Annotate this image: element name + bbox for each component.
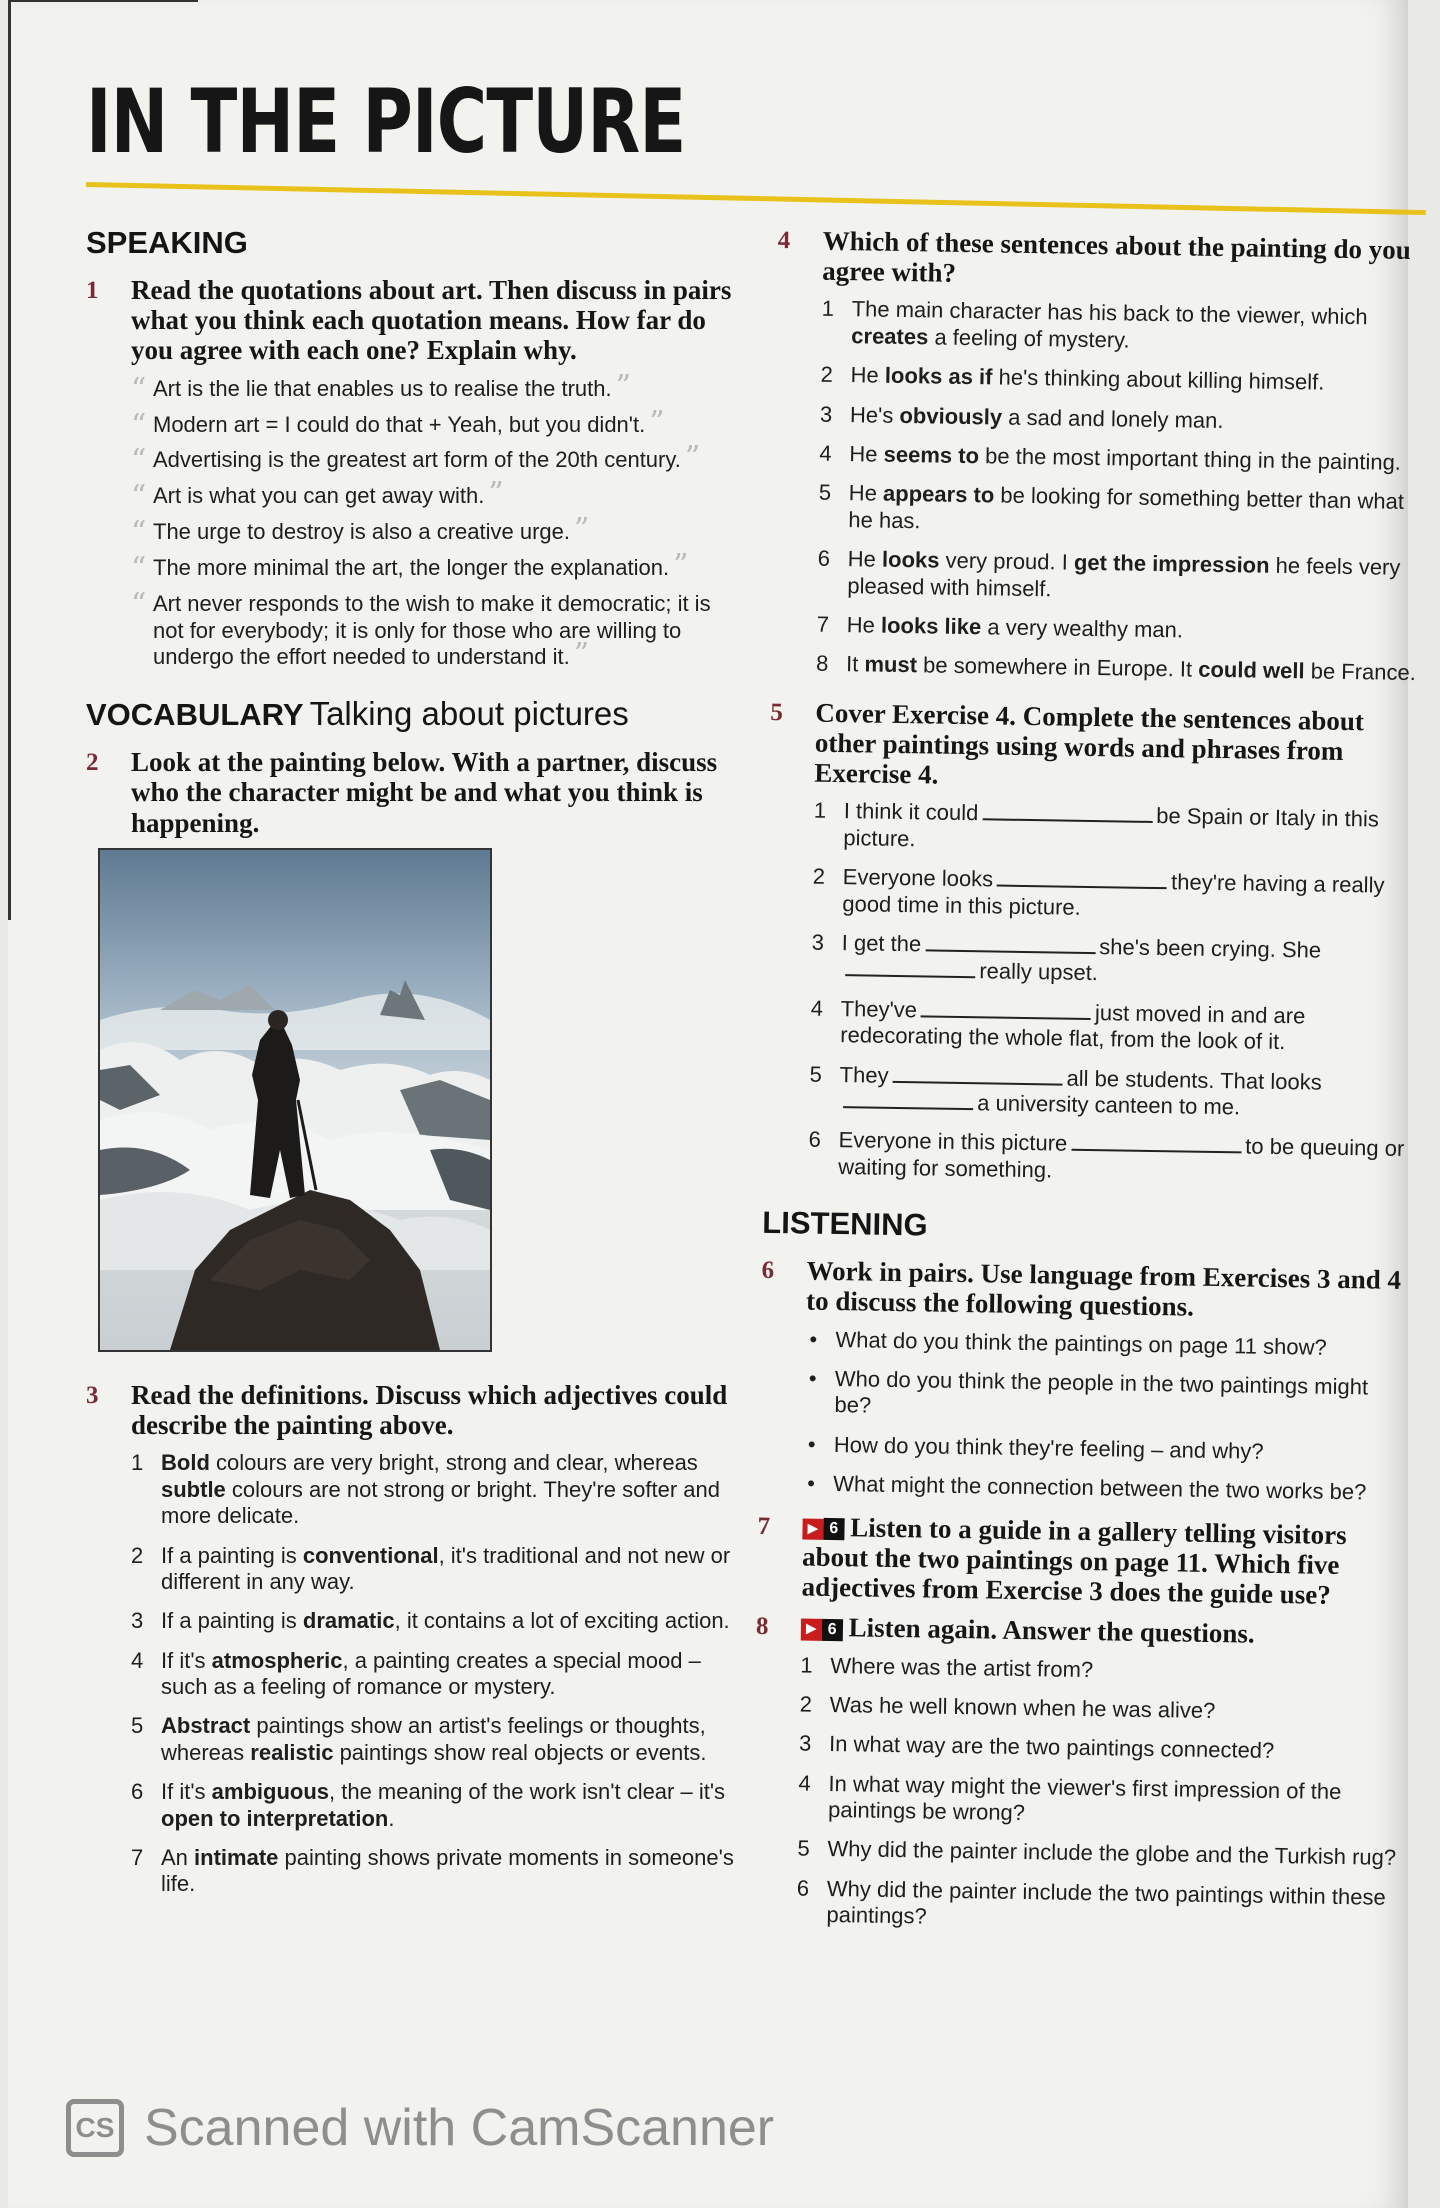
- item-text: I think it could: [843, 798, 979, 826]
- item-number: 2: [820, 361, 834, 388]
- item-number: 5: [797, 1835, 810, 1862]
- track-number: 6: [822, 1619, 843, 1641]
- question-bullet-list: [803, 1326, 1411, 1506]
- item-number: 1: [800, 1652, 813, 1678]
- gap-fill-item: [809, 1061, 1415, 1123]
- item-number: 7: [816, 611, 830, 637]
- list-item: [817, 612, 1422, 648]
- quotation-text: Art is the lie that enables us to realise the truth.: [153, 375, 612, 401]
- item-text: In what way are the two paintings connected?: [828, 1731, 1275, 1764]
- exercise-3: [86, 1380, 746, 1898]
- key-phrase: looks as if: [884, 362, 993, 390]
- item-text: Where was the artist from?: [830, 1652, 1094, 1682]
- answer-blank[interactable]: [1071, 1131, 1241, 1154]
- item-text: Was he well known when he was alive?: [829, 1691, 1216, 1723]
- exercise-8: [751, 1611, 1406, 1938]
- open-quote-mark: “: [131, 515, 147, 551]
- item-text: painting shows private moments in someone's life.: [161, 1845, 734, 1897]
- open-quote-mark: “: [131, 550, 147, 586]
- quotation-text: Art is what you can get away with.: [153, 483, 485, 509]
- gap-fill-item: [811, 930, 1417, 992]
- exercise-text: Listen again. Answer the questions.: [848, 1612, 1255, 1649]
- item-text: very proud. I: [939, 547, 1075, 575]
- bullet-icon: •: [807, 1470, 816, 1496]
- exercise-instruction: Cover Exercise 4. Complete the sentences about other paintings using words and phrases from Exercise 4.: [814, 697, 1365, 790]
- key-phrase: intimate: [194, 1845, 279, 1871]
- list-item: [131, 1779, 746, 1832]
- open-quote-mark: “: [131, 443, 147, 479]
- item-text: He: [850, 362, 886, 388]
- key-phrase: dramatic: [302, 1608, 395, 1634]
- bullet-text: Who do you think the people in the two paintings might be?: [834, 1366, 1369, 1419]
- exercise-number: 8: [755, 1613, 769, 1641]
- camscanner-logo-icon: CS: [66, 2099, 124, 2157]
- key-phrase: conventional: [302, 1542, 439, 1568]
- close-quote-mark: ”: [649, 404, 665, 440]
- question-item: [800, 1691, 1405, 1727]
- key-phrase: open to interpretation: [161, 1805, 389, 1831]
- question-item: [797, 1836, 1402, 1872]
- gap-fill-item: [812, 864, 1418, 926]
- open-quote-mark: “: [131, 371, 147, 407]
- exercise-1: [86, 275, 746, 671]
- item-number: 5: [818, 480, 832, 506]
- list-item: [817, 546, 1423, 608]
- exercise-6: [758, 1255, 1412, 1507]
- item-text: If a painting is: [161, 1608, 303, 1634]
- item-number: 2: [812, 863, 826, 890]
- list-item: [131, 1648, 746, 1701]
- answer-blank[interactable]: [925, 931, 1095, 954]
- exercise-instruction: Which of these sentences about the painting do you agree with?: [822, 225, 1411, 289]
- answer-blank[interactable]: [892, 1063, 1062, 1086]
- item-text: be looking for something better than what he has.: [848, 482, 1405, 534]
- item-text: Why did the painter include the globe and the Turkish rug?: [827, 1836, 1397, 1871]
- quotation: [131, 547, 746, 586]
- key-phrase: Abstract: [161, 1713, 251, 1739]
- item-number: 7: [131, 1845, 144, 1871]
- exercise-2: [86, 747, 746, 838]
- quotation: [131, 440, 746, 479]
- gap-fill-item: [810, 995, 1416, 1057]
- section-heading-listening: LISTENING: [762, 1205, 928, 1243]
- item-number: 6: [131, 1779, 144, 1805]
- key-phrase: must: [864, 651, 918, 678]
- page-edge: [8, 0, 11, 920]
- item-text: He: [849, 441, 884, 467]
- quotation: [131, 476, 746, 515]
- item-text: be the most important thing in the painting.: [978, 443, 1402, 475]
- item-number: 2: [799, 1691, 813, 1717]
- list-item: [818, 480, 1424, 542]
- bullet-text: What do you think the paintings on page 11 show?: [835, 1326, 1327, 1360]
- item-text: , it's traditional and not new or different in any way.: [161, 1542, 731, 1594]
- item-text: He: [847, 546, 883, 572]
- exercise-text: Listen to a guide in a gallery telling visitors about the two paintings on page 11. Which five adjectives from Exercise 3 does the guide use?: [801, 1511, 1347, 1610]
- key-phrase: ambiguous: [211, 1779, 329, 1805]
- quotation: [131, 368, 746, 407]
- list-item: [820, 401, 1425, 437]
- key-phrase: obviously: [899, 402, 1003, 430]
- item-text: a university canteen to me.: [977, 1090, 1241, 1120]
- open-quote-mark: “: [131, 586, 147, 622]
- quotation-text: Modern art = I could do that + Yeah, but you didn't.: [153, 411, 646, 437]
- item-text: to be queuing or waiting for something.: [838, 1133, 1405, 1183]
- definitions-list: [131, 1450, 746, 1897]
- item-number: 6: [808, 1126, 822, 1153]
- exercise-number: 6: [761, 1257, 775, 1285]
- item-text: colours are very bright, strong and clear, whereas: [209, 1450, 698, 1476]
- exercise-instruction: Work in pairs. Use language from Exercises 3 and 4 to discuss the following questions.: [805, 1255, 1402, 1323]
- item-text: a feeling of mystery.: [928, 324, 1130, 353]
- left-column: [86, 225, 746, 1911]
- question-list: [796, 1652, 1405, 1938]
- bullet-text: How do you think they're feeling – and why?: [833, 1431, 1264, 1464]
- item-number: 3: [819, 401, 833, 427]
- item-text: In what way might the viewer's first impression of the paintings be wrong?: [827, 1770, 1342, 1826]
- close-quote-mark: ”: [615, 368, 631, 404]
- item-text: be somewhere in Europe. It: [916, 652, 1199, 683]
- bullet-text: What might the connection between the two works be?: [833, 1471, 1367, 1505]
- item-text: , the meaning of the work isn't clear – it's: [329, 1779, 726, 1805]
- painting-wanderer-above-sea-of-fog: [98, 848, 492, 1352]
- list-item: [816, 651, 1421, 687]
- answer-blank[interactable]: [843, 1088, 973, 1110]
- open-quote-mark: “: [131, 479, 147, 515]
- item-text: Everyone in this picture: [838, 1127, 1068, 1157]
- vocabulary-heading: VOCABULARY: [86, 697, 304, 733]
- item-number: 6: [796, 1875, 810, 1901]
- list-item: [819, 441, 1424, 477]
- close-quote-mark: ”: [673, 547, 689, 583]
- item-text: , a painting creates a special mood – such as a feeling of romance or mystery.: [161, 1647, 701, 1700]
- item-text: It: [845, 651, 865, 677]
- exercise-number: 7: [757, 1512, 771, 1540]
- list-item: [821, 296, 1427, 358]
- bullet-icon: •: [807, 1431, 816, 1457]
- bullet-icon: •: [808, 1365, 817, 1391]
- item-text: An: [161, 1845, 195, 1871]
- page-title: IN THE PICTURE: [86, 70, 686, 173]
- key-phrase: get the impression: [1073, 549, 1270, 578]
- item-text: a sad and lonely man.: [1001, 404, 1224, 433]
- answer-blank[interactable]: [982, 801, 1152, 824]
- gap-fill-item: [808, 1127, 1414, 1189]
- title-underline: [86, 182, 1426, 215]
- list-item: [820, 362, 1425, 398]
- bullet-item: [803, 1471, 1408, 1507]
- exercise-number: 5: [770, 698, 784, 726]
- key-phrase: looks: [881, 546, 940, 573]
- item-text: be Spain or Italy in this picture.: [843, 803, 1380, 852]
- item-number: 3: [131, 1608, 144, 1634]
- item-number: 4: [819, 440, 832, 466]
- watermark-text: Scanned with CamScanner: [144, 2099, 775, 2157]
- quotation-text: Art never responds to the wish to make it democratic; it is not for everybody; it is only for those who are willing to undergo the effort needed to understand it.: [153, 590, 711, 670]
- track-number: 6: [823, 1518, 844, 1540]
- exercise-number: 3: [86, 1381, 99, 1409]
- exercise-instruction: Read the quotations about art. Then discuss in pairs what you think each quotation means. How far do you agree with each one? Explain why.: [131, 275, 732, 366]
- item-text: He: [846, 612, 882, 638]
- item-text: Everyone looks: [842, 864, 994, 892]
- list-item: [131, 1845, 746, 1898]
- item-text: all be students. That looks: [1066, 1065, 1322, 1095]
- item-text: They've: [840, 995, 918, 1023]
- sentence-list: [816, 296, 1427, 687]
- exercise-7: [756, 1510, 1407, 1611]
- page: [8, 0, 1417, 2208]
- item-number: 8: [815, 651, 829, 677]
- key-phrase: looks like: [880, 612, 982, 640]
- quotation: [131, 586, 746, 673]
- answer-blank[interactable]: [997, 867, 1167, 890]
- answer-blank[interactable]: [845, 957, 975, 979]
- bullet-item: [804, 1431, 1409, 1467]
- key-phrase: appears to: [882, 481, 995, 508]
- question-item: [800, 1652, 1405, 1688]
- item-text: They: [839, 1061, 889, 1088]
- gap-fill-item: [813, 798, 1419, 860]
- item-number: 1: [821, 296, 835, 322]
- play-icon: ▶: [802, 1518, 823, 1540]
- section-heading-vocabulary: [86, 695, 746, 733]
- item-number: 5: [809, 1061, 823, 1087]
- item-text: If it's: [161, 1779, 212, 1805]
- close-quote-mark: ”: [574, 512, 590, 548]
- item-text: just moved in and are redecorating the whole flat, from the look of it.: [840, 999, 1306, 1055]
- top-rule: [8, 0, 198, 2]
- key-phrase: atmospheric: [211, 1647, 343, 1673]
- item-text: Why did the painter include the two paintings within these paintings?: [826, 1875, 1386, 1929]
- item-number: 4: [798, 1770, 811, 1796]
- quotation-text: The urge to destroy is also a creative urge.: [153, 519, 570, 545]
- item-text: paintings show real objects or events.: [333, 1739, 707, 1765]
- bullet-item: [804, 1366, 1410, 1428]
- painting-image: [100, 850, 490, 1350]
- key-phrase: could well: [1198, 657, 1305, 684]
- camscanner-watermark: [66, 2098, 774, 2158]
- list-item: [131, 1450, 746, 1529]
- key-phrase: seems to: [883, 441, 980, 469]
- item-text: The main character has his back to the viewer, which: [851, 296, 1368, 330]
- item-text: He's: [849, 401, 900, 428]
- exercise-4: [771, 225, 1428, 687]
- close-quote-mark: ”: [573, 637, 590, 673]
- item-text: colours are not strong or bright. They're softer and more delicate.: [161, 1476, 720, 1529]
- item-text: , it contains a lot of exciting action.: [394, 1608, 730, 1634]
- item-text: she's been crying. She: [1099, 934, 1322, 963]
- exercise-5: [763, 697, 1420, 1190]
- item-text: a very wealthy man.: [981, 614, 1184, 643]
- item-text: paintings show an artist's feelings or thoughts, whereas: [161, 1713, 706, 1765]
- list-item: [131, 1713, 746, 1766]
- bullet-icon: •: [809, 1326, 818, 1352]
- item-number: 1: [131, 1450, 144, 1476]
- item-number: 4: [810, 995, 824, 1021]
- key-phrase: Bold: [161, 1450, 210, 1476]
- item-text: If it's: [161, 1647, 212, 1673]
- exercise-instruction: [801, 1612, 1406, 1652]
- item-number: 3: [811, 929, 825, 955]
- exercise-instruction: [801, 1511, 1407, 1611]
- exercise-number: 2: [86, 749, 99, 777]
- close-quote-mark: ”: [684, 440, 701, 476]
- item-number: 6: [817, 545, 831, 572]
- item-text: really upset.: [979, 958, 1099, 986]
- play-icon: ▶: [801, 1619, 822, 1641]
- quotation: [131, 512, 746, 551]
- quotation-list: [131, 368, 746, 673]
- quotation-text: The more minimal the art, the longer the explanation.: [153, 554, 670, 580]
- quotation-text: Advertising is the greatest art form of the 20th century.: [153, 447, 681, 473]
- list-item: [131, 1608, 746, 1634]
- bullet-item: [805, 1326, 1410, 1362]
- question-item: [798, 1770, 1404, 1832]
- item-number: 4: [131, 1647, 144, 1673]
- question-item: [796, 1875, 1402, 1937]
- key-phrase: subtle: [161, 1476, 226, 1502]
- exercise-number: 4: [777, 226, 791, 255]
- vocabulary-subheading: Talking about pictures: [309, 695, 629, 733]
- audio-track-badge[interactable]: [801, 1618, 843, 1643]
- exercise-instruction: Read the definitions. Discuss which adjectives could describe the painting above.: [131, 1379, 728, 1441]
- item-number: 5: [131, 1713, 144, 1739]
- right-column: [751, 225, 1428, 1951]
- answer-blank[interactable]: [921, 997, 1091, 1020]
- key-phrase: realistic: [250, 1739, 334, 1765]
- item-text: If a painting is: [161, 1542, 303, 1568]
- gap-fill-list: [808, 798, 1419, 1189]
- item-text: I get the: [841, 930, 922, 957]
- item-text: .: [388, 1805, 395, 1831]
- question-item: [799, 1731, 1404, 1767]
- item-text: he's thinking about killing himself.: [992, 364, 1325, 395]
- audio-track-badge[interactable]: [802, 1517, 844, 1542]
- section-heading-speaking: SPEAKING: [86, 225, 248, 260]
- item-text: be France.: [1304, 658, 1417, 686]
- list-item: [131, 1543, 746, 1596]
- quotation: [131, 404, 746, 443]
- open-quote-mark: “: [131, 407, 147, 443]
- close-quote-mark: ”: [488, 476, 504, 512]
- item-number: 1: [813, 798, 827, 824]
- item-text: he feels very pleased with himself.: [847, 552, 1401, 601]
- item-number: 3: [798, 1730, 812, 1757]
- item-number: 2: [131, 1542, 144, 1568]
- exercise-number: 1: [86, 277, 99, 304]
- item-text: He: [848, 480, 884, 507]
- exercise-instruction: Look at the painting below. With a partner, discuss who the character might be and what you think is happening.: [131, 747, 718, 838]
- key-phrase: creates: [851, 323, 929, 350]
- item-text: they're having a really good time in this picture.: [842, 869, 1385, 920]
